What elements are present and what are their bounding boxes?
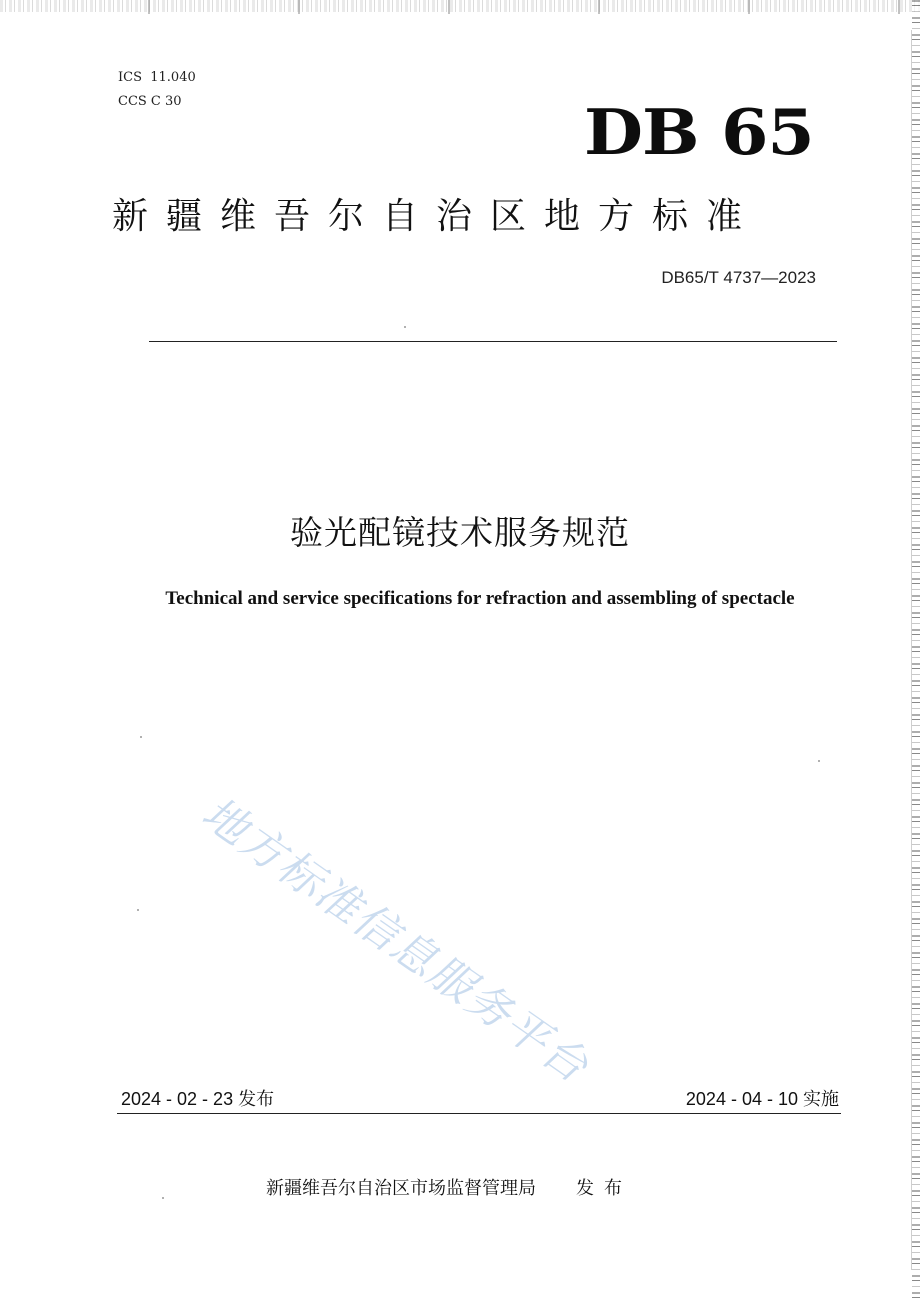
implementation-date: 2024 - 04 - 10 实施: [685, 1089, 839, 1109]
publication-date: 2024 - 02 - 23 发布: [121, 1089, 275, 1109]
scan-edge-right-line: [911, 30, 912, 1270]
watermark: 地方标准信息服务平台: [190, 792, 606, 1093]
ics-code: ICS 11.040: [118, 70, 196, 85]
ccs-code: CCS C 30: [118, 94, 182, 109]
scan-edge-ticks: [0, 0, 920, 14]
scan-speck: [818, 760, 820, 762]
header-divider: [149, 341, 837, 342]
db65-logo: DB 65: [584, 96, 814, 170]
issuing-body-action: 发布: [576, 1178, 632, 1199]
scan-speck: [140, 736, 142, 738]
footer-divider: [117, 1113, 841, 1114]
issuer-title: 新疆维吾尔自治区地方标准: [112, 196, 761, 237]
title-english: Technical and service specifications for refraction and assembling of spectacle: [165, 588, 795, 609]
classification-codes: [118, 66, 196, 114]
issuing-body-name: 新疆维吾尔自治区市场监督管理局: [266, 1178, 536, 1199]
title-chinese: 验光配镜技术服务规范: [290, 513, 630, 552]
scan-speck: [137, 909, 139, 911]
scan-speck: [162, 1197, 164, 1199]
standard-code: DB65/T 4737—2023: [661, 268, 816, 287]
scan-speck: [404, 326, 406, 328]
issuing-body: [266, 1175, 632, 1203]
scan-edge-right: [912, 0, 920, 1302]
